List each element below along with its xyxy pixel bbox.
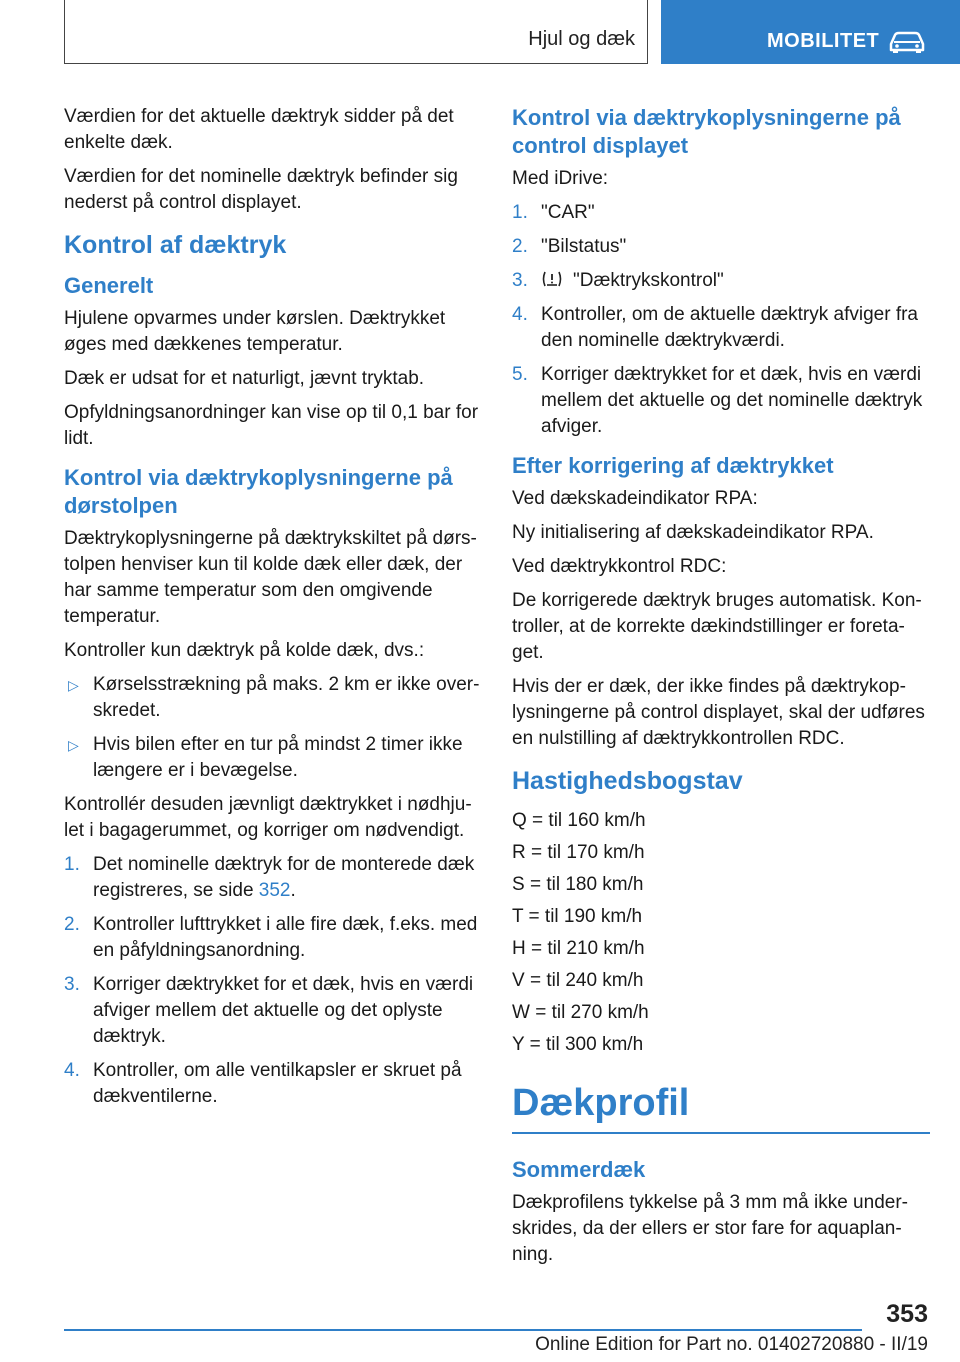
list-item: ▷ Hvis bilen efter en tur på mindst 2 timer ikke længere er i bevægelse. [68, 734, 463, 781]
heading-doerstolpen: Kontrol via dæktrykoplysningerne på dørstolpen [64, 465, 453, 518]
list-item: 2. "Bilstatus" [512, 236, 627, 257]
list-item: 1. Det nominelle dæktryk for de monterede dæk registreres, se side 352. [64, 854, 475, 901]
list-item: ▷ Kørselsstrækning på maks. 2 km er ikke overskredet. [68, 674, 480, 721]
chapter-tab-label: MOBILITET [767, 30, 880, 52]
paragraph: Dækprofilens tykkelse på 3 mm må ikke underskrides, da der ellers er stor fare for aquaplanning. [512, 1192, 908, 1265]
speed-rating: V = til 240 km/h [512, 970, 644, 991]
paragraph: Ny initialisering af dækskadeindikator RPA. [512, 522, 874, 543]
list-item: 4. Kontroller, om de aktuelle dæktryk afviger fra den nominelle dæktrykværdi. [512, 304, 919, 351]
heading-generelt: Generelt [64, 273, 154, 298]
list-item: 3. "Dæktrykskontrol" [512, 270, 724, 291]
numbered-list [64, 852, 482, 1110]
page-number: 353 [886, 1300, 928, 1328]
speed-rating: Y = til 300 km/h [512, 1034, 644, 1055]
list-item: 2. Kontroller lufttrykket i alle fire dæk, f.eks. med en påfyldningsanordning. [64, 914, 478, 961]
paragraph: Kontroller kun dæktryk på kolde dæk, dvs.: [64, 640, 425, 661]
bullet-list [64, 672, 482, 784]
speed-rating-list [512, 808, 930, 1058]
paragraph: Opfyldningsanordninger kan vise op til 0,1 bar for lidt. [64, 402, 479, 449]
speed-rating: H = til 210 km/h [512, 938, 645, 959]
right-column [512, 100, 930, 1276]
speed-rating: W = til 270 km/h [512, 1002, 649, 1023]
footer-edition: Online Edition for Part no. 01402720880 - II/19 [535, 1334, 928, 1355]
paragraph: Værdien for det nominelle dæktryk befinder sig nederst på control displayet. [64, 166, 458, 213]
paragraph: Ved dæktrykkontrol RDC: [512, 556, 727, 577]
heading-control-displayet: Kontrol via dæktrykoplysningerne på control displayet [512, 105, 901, 158]
list-item: 3. Korriger dæktrykket for et dæk, hvis en værdi afviger mellem det aktuelle og det oplyste dæktryk. [64, 974, 474, 1047]
numbered-list [512, 200, 930, 440]
speed-rating: S = til 180 km/h [512, 874, 644, 895]
heading-sommerdaek: Sommerdæk [512, 1157, 646, 1182]
footer-divider [64, 1329, 862, 1331]
left-column [64, 100, 482, 1118]
speed-rating: Q = til 160 km/h [512, 810, 646, 831]
paragraph: Værdien for det aktuelle dæktryk sidder på det enkelte dæk. [64, 106, 454, 153]
paragraph: Med iDrive: [512, 168, 609, 189]
heading-kontrol-af-daektryk: Kontrol af dæktryk [64, 231, 287, 259]
list-item: 1. "CAR" [512, 202, 595, 223]
paragraph: Dæk er udsat for et naturligt, jævnt tryktab. [64, 368, 425, 389]
paragraph: Ved dækskadeindikator RPA: [512, 488, 758, 509]
section-title: Hjul og dæk [528, 28, 635, 50]
list-item: 5. Korriger dæktrykket for et dæk, hvis en værdi mellem det aktuelle og det nominelle dæktryk afviger. [512, 364, 923, 437]
paragraph: Dæktrykoplysningerne på dæktrykskiltet på dørstolpen henviser kun til kolde dæk eller dæk, der har samme temperatur som den omgivende temperatur. [64, 528, 477, 627]
page-link[interactable]: 352 [258, 880, 291, 901]
heading-efter-korrigering: Efter korrigering af dæktrykket [512, 453, 834, 478]
triangle-bullet-icon: ▷ [68, 677, 79, 693]
chapter-tab[interactable] [661, 0, 960, 64]
paragraph: Hvis der er dæk, der ikke findes på dæktrykoplysningerne på control displayet, skal der udføres en nulstilling af dæktrykkontrollen RDC. [512, 676, 925, 749]
paragraph: Hjulene opvarmes under kørslen. Dæktrykket øges med dækkenes temperatur. [64, 308, 446, 355]
list-item: 4. Kontroller, om alle ventilkapsler er skruet på dækventilerne. [64, 1060, 462, 1107]
car-icon [887, 30, 927, 54]
paragraph: Kontrollér desuden jævnligt dæktrykket i nødhjulet i bagagerummet, og korriger om nødvendigt. [64, 794, 472, 841]
triangle-bullet-icon: ▷ [68, 737, 79, 753]
speed-rating: T = til 190 km/h [512, 906, 643, 927]
heading-hastighedsbogstav: Hastighedsbogstav [512, 767, 743, 795]
paragraph: De korrigerede dæktryk bruges automatisk. Kontroller, at de korrekte dækindstillinger er foretaget. [512, 590, 922, 663]
tire-pressure-warning-icon [541, 270, 563, 288]
heading-daekprofil: Dækprofil [512, 1080, 930, 1134]
header-section-box [64, 0, 648, 64]
speed-rating: R = til 170 km/h [512, 842, 645, 863]
